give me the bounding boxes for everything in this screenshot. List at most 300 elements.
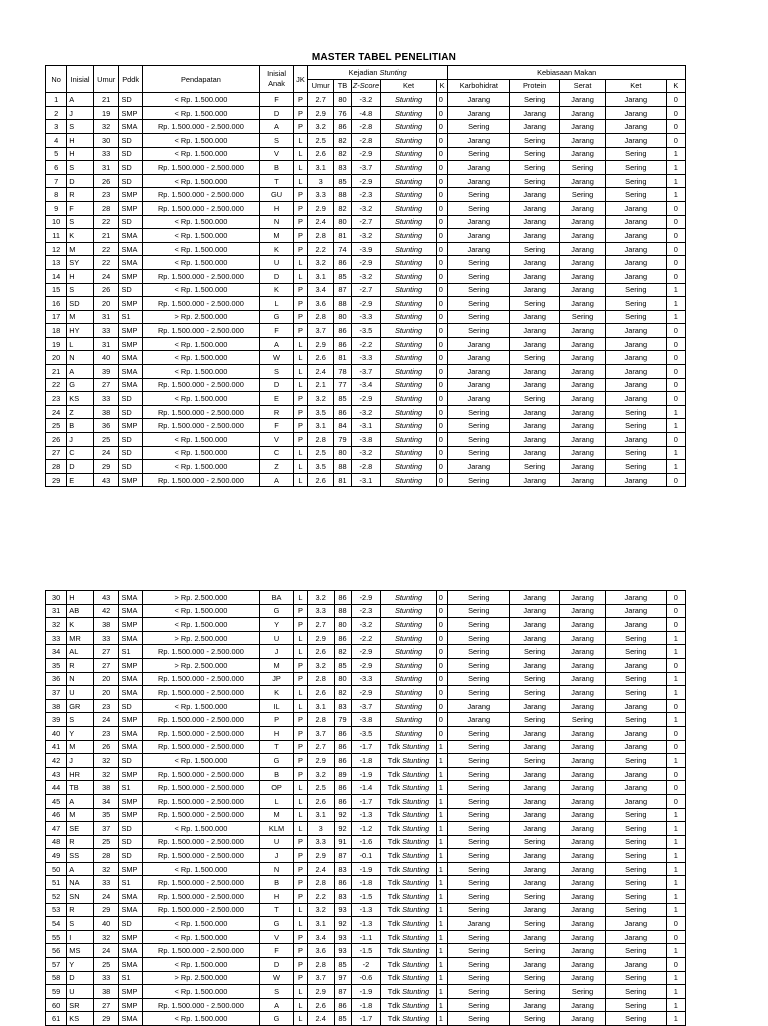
cell-serat: Jarang xyxy=(560,794,606,808)
cell-ket-makan: Jarang xyxy=(605,740,666,754)
table-body-2 xyxy=(46,591,686,1026)
cell-zscore: -2.9 xyxy=(351,147,381,161)
cell-protein: Jarang xyxy=(510,229,560,243)
cell-protein: Jarang xyxy=(510,849,560,863)
cell-karbohidrat: Sering xyxy=(448,256,510,270)
cell-zscore: -2.2 xyxy=(351,631,381,645)
cell-karbohidrat: Sering xyxy=(448,147,510,161)
cell-no: 15 xyxy=(46,283,67,297)
cell-no: 3 xyxy=(46,120,67,134)
cell-no: 35 xyxy=(46,658,67,672)
cell-jk: P xyxy=(294,229,308,243)
table-row xyxy=(46,618,686,632)
cell-jk: P xyxy=(294,419,308,433)
cell-ket-makan: Sering xyxy=(605,862,666,876)
cell-inisial: Z xyxy=(67,405,94,419)
table-row xyxy=(46,794,686,808)
cell-pendapatan: Rp. 1.500.000 - 2.500.000 xyxy=(142,201,259,215)
ket-stunting: Stunting xyxy=(402,987,430,997)
cell-pendapatan: < Rp. 1.500.000 xyxy=(142,433,259,447)
cell-ket: Stunting xyxy=(381,604,436,618)
ket-prefix: Tdk xyxy=(387,769,403,779)
cell-umur: 43 xyxy=(93,473,119,487)
cell-zscore: -1.3 xyxy=(351,917,381,931)
cell-inisial-anak: N xyxy=(259,215,293,229)
cell-jk: L xyxy=(294,473,308,487)
cell-inisial-anak: P xyxy=(260,713,294,727)
cell-serat: Jarang xyxy=(560,297,606,311)
cell-inisial-anak: G xyxy=(260,604,294,618)
cell-tb: 86 xyxy=(334,726,351,740)
cell-karbohidrat: Jarang xyxy=(448,106,510,120)
cell-umur: 37 xyxy=(93,822,119,836)
cell-pddk: SMA xyxy=(119,944,142,958)
cell-no: 18 xyxy=(46,324,67,338)
cell-inisial-anak: T xyxy=(260,903,294,917)
cell-pendapatan: Rp. 1.500.000 - 2.500.000 xyxy=(142,794,259,808)
cell-karbohidrat: Jarang xyxy=(448,699,510,713)
cell-serat: Jarang xyxy=(560,93,606,107)
cell-pendapatan: < Rp. 1.500.000 xyxy=(142,242,259,256)
cell-protein: Sering xyxy=(510,147,560,161)
cell-protein: Jarang xyxy=(510,958,560,972)
cell-zscore: -1.4 xyxy=(351,781,381,795)
cell-k: 1 xyxy=(436,958,448,972)
cell-inisial: Y xyxy=(67,958,94,972)
cell-inisial: K xyxy=(67,229,94,243)
cell-karbohidrat: Jarang xyxy=(448,917,510,931)
cell-umur-anak: 3.1 xyxy=(307,419,334,433)
cell-karbohidrat: Jarang xyxy=(448,215,510,229)
table-row xyxy=(46,365,686,379)
cell-tb: 86 xyxy=(334,337,351,351)
cell-protein: Jarang xyxy=(510,808,560,822)
cell-serat: Jarang xyxy=(560,269,606,283)
cell-k-makan: 0 xyxy=(666,958,685,972)
cell-ket: Stunting xyxy=(381,147,436,161)
cell-umur: 31 xyxy=(93,337,119,351)
cell-inisial: J xyxy=(67,754,94,768)
cell-inisial-anak: B xyxy=(260,876,294,890)
cell-no: 56 xyxy=(46,944,67,958)
cell-k-makan: 0 xyxy=(666,133,685,147)
cell-no: 12 xyxy=(46,242,67,256)
cell-inisial: H xyxy=(67,591,94,605)
cell-inisial: HR xyxy=(67,767,94,781)
cell-zscore: -1.5 xyxy=(351,944,381,958)
cell-ket-makan: Jarang xyxy=(606,242,667,256)
cell-k-makan: 1 xyxy=(666,849,685,863)
col-header-pendapatan: Pendapatan xyxy=(142,66,259,93)
cell-zscore: -2.8 xyxy=(351,460,381,474)
cell-pendapatan: < Rp. 1.500.000 xyxy=(142,215,259,229)
cell-pddk: SMA xyxy=(119,740,142,754)
cell-jk: P xyxy=(294,958,308,972)
table-row xyxy=(46,147,686,161)
table-row xyxy=(46,188,686,202)
cell-umur-anak: 2.8 xyxy=(307,229,334,243)
cell-tb: 83 xyxy=(334,699,351,713)
table-row xyxy=(46,645,686,659)
cell-ket-makan: Jarang xyxy=(605,958,666,972)
cell-ket: Stunting xyxy=(381,310,436,324)
cell-serat: Jarang xyxy=(560,242,606,256)
cell-serat: Jarang xyxy=(560,726,606,740)
subheader-k: K xyxy=(436,79,448,93)
cell-k-makan: 0 xyxy=(666,781,685,795)
cell-k: 0 xyxy=(436,256,448,270)
cell-k-makan: 1 xyxy=(666,835,685,849)
cell-k: 0 xyxy=(436,405,448,419)
cell-protein: Jarang xyxy=(510,876,560,890)
cell-pddk: SD xyxy=(119,433,142,447)
cell-k-makan: 0 xyxy=(666,473,685,487)
cell-pendapatan: < Rp. 1.500.000 xyxy=(142,958,259,972)
cell-no: 43 xyxy=(46,767,67,781)
cell-inisial-anak: V xyxy=(259,147,293,161)
cell-pendapatan: < Rp. 1.500.000 xyxy=(142,337,259,351)
cell-inisial-anak: H xyxy=(259,201,293,215)
cell-ket xyxy=(381,985,436,999)
cell-serat: Jarang xyxy=(560,120,606,134)
cell-ket-makan: Jarang xyxy=(606,256,667,270)
cell-umur: 24 xyxy=(93,446,119,460)
cell-umur-anak: 3.2 xyxy=(307,658,334,672)
cell-tb: 88 xyxy=(334,188,351,202)
cell-pendapatan: > Rp. 2.500.000 xyxy=(142,591,259,605)
cell-ket-makan: Sering xyxy=(605,849,666,863)
ket-stunting: Stunting xyxy=(402,1000,430,1010)
cell-zscore: -2.8 xyxy=(351,120,381,134)
cell-ket xyxy=(381,754,436,768)
cell-jk: P xyxy=(294,120,308,134)
cell-ket: Stunting xyxy=(381,351,436,365)
cell-karbohidrat: Sering xyxy=(448,876,510,890)
cell-umur-anak: 2.5 xyxy=(307,133,334,147)
ket-prefix: Tdk xyxy=(387,905,403,915)
cell-k-makan: 1 xyxy=(666,405,685,419)
cell-k: 1 xyxy=(436,998,448,1012)
cell-zscore: -3.8 xyxy=(351,433,381,447)
cell-karbohidrat: Jarang xyxy=(448,229,510,243)
cell-ket-makan: Sering xyxy=(606,174,667,188)
cell-umur: 20 xyxy=(93,672,119,686)
cell-pendapatan: Rp. 1.500.000 - 2.500.000 xyxy=(142,713,259,727)
cell-ket-makan: Sering xyxy=(605,645,666,659)
cell-umur: 20 xyxy=(93,297,119,311)
cell-zscore: -2.2 xyxy=(351,337,381,351)
cell-tb: 80 xyxy=(334,93,351,107)
cell-ket: Stunting xyxy=(381,713,436,727)
cell-inisial-anak: B xyxy=(260,767,294,781)
cell-pddk: SMP xyxy=(119,337,142,351)
cell-umur: 33 xyxy=(93,876,119,890)
cell-umur-anak: 2.6 xyxy=(307,794,334,808)
cell-umur-anak: 2.2 xyxy=(307,890,334,904)
cell-karbohidrat: Sering xyxy=(448,971,510,985)
cell-k-makan: 0 xyxy=(666,229,685,243)
cell-k-makan: 0 xyxy=(666,658,685,672)
cell-no: 49 xyxy=(46,849,67,863)
cell-ket-makan: Jarang xyxy=(605,917,666,931)
cell-ket xyxy=(381,903,436,917)
cell-pendapatan: > Rp. 2.500.000 xyxy=(142,971,259,985)
cell-pendapatan: Rp. 1.500.000 - 2.500.000 xyxy=(142,188,259,202)
cell-inisial: I xyxy=(67,930,94,944)
cell-serat: Jarang xyxy=(560,808,606,822)
cell-karbohidrat: Jarang xyxy=(448,351,510,365)
cell-no: 23 xyxy=(46,392,67,406)
cell-ket-makan: Sering xyxy=(606,147,667,161)
cell-karbohidrat: Jarang xyxy=(448,93,510,107)
cell-pddk: SMA xyxy=(119,686,142,700)
cell-ket xyxy=(381,822,436,836)
cell-no: 19 xyxy=(46,337,67,351)
cell-umur: 31 xyxy=(93,161,119,175)
ket-stunting: Stunting xyxy=(402,905,430,915)
table-row xyxy=(46,822,686,836)
cell-k: 0 xyxy=(436,93,448,107)
cell-k: 0 xyxy=(436,324,448,338)
cell-protein: Sering xyxy=(510,713,560,727)
cell-umur: 39 xyxy=(93,365,119,379)
cell-k: 0 xyxy=(436,473,448,487)
cell-ket xyxy=(381,917,436,931)
cell-ket: Stunting xyxy=(381,365,436,379)
table-row xyxy=(46,754,686,768)
cell-pendapatan: < Rp. 1.500.000 xyxy=(142,604,259,618)
cell-jk: L xyxy=(294,337,308,351)
cell-ket: Stunting xyxy=(381,256,436,270)
cell-umur-anak: 2.8 xyxy=(307,876,334,890)
cell-no: 55 xyxy=(46,930,67,944)
cell-zscore: -1.1 xyxy=(351,930,381,944)
ket-stunting: Stunting xyxy=(402,823,430,833)
cell-inisial: D xyxy=(67,971,94,985)
cell-pendapatan: Rp. 1.500.000 - 2.500.000 xyxy=(142,890,259,904)
ket-prefix: Tdk xyxy=(387,919,403,929)
cell-no: 36 xyxy=(46,672,67,686)
cell-inisial: M xyxy=(67,740,94,754)
cell-ket: Stunting xyxy=(381,686,436,700)
cell-inisial-anak: D xyxy=(259,269,293,283)
table-row xyxy=(46,740,686,754)
cell-inisial: U xyxy=(67,686,94,700)
table-row xyxy=(46,781,686,795)
cell-karbohidrat: Sering xyxy=(448,631,510,645)
cell-umur-anak: 2.6 xyxy=(307,998,334,1012)
cell-tb: 77 xyxy=(334,378,351,392)
cell-protein: Sering xyxy=(510,944,560,958)
cell-zscore: -1.8 xyxy=(351,754,381,768)
cell-ket-makan: Jarang xyxy=(606,215,667,229)
cell-karbohidrat: Sering xyxy=(448,604,510,618)
cell-ket: Stunting xyxy=(381,337,436,351)
cell-ket-makan: Sering xyxy=(605,835,666,849)
cell-pendapatan: < Rp. 1.500.000 xyxy=(142,1012,259,1026)
cell-ket-makan: Sering xyxy=(605,631,666,645)
cell-k-makan: 1 xyxy=(666,446,685,460)
group-header-kebiasaan-makan: Kebiasaan Makan xyxy=(448,66,686,80)
cell-inisial: M xyxy=(67,310,94,324)
cell-zscore: -1.7 xyxy=(351,1012,381,1026)
cell-pddk: SMA xyxy=(119,120,142,134)
cell-umur-anak: 2.2 xyxy=(307,242,334,256)
cell-tb: 85 xyxy=(334,958,351,972)
cell-k-makan: 0 xyxy=(666,93,685,107)
cell-inisial: SE xyxy=(67,822,94,836)
ket-stunting: Stunting xyxy=(402,864,430,874)
cell-no: 11 xyxy=(46,229,67,243)
cell-k: 1 xyxy=(436,1012,448,1026)
cell-umur-anak: 3.5 xyxy=(307,405,334,419)
cell-inisial: F xyxy=(67,201,94,215)
cell-karbohidrat: Jarang xyxy=(448,460,510,474)
cell-tb: 93 xyxy=(334,903,351,917)
cell-pddk: SMA xyxy=(119,591,142,605)
cell-inisial: SD xyxy=(67,297,94,311)
cell-jk: L xyxy=(294,351,308,365)
cell-umur-anak: 3 xyxy=(307,174,334,188)
cell-k-makan: 1 xyxy=(666,944,685,958)
cell-k: 1 xyxy=(436,917,448,931)
table-row xyxy=(46,133,686,147)
col-header-jk: JK xyxy=(294,66,308,93)
cell-protein: Jarang xyxy=(510,998,560,1012)
cell-k-makan: 0 xyxy=(666,930,685,944)
cell-no: 39 xyxy=(46,713,67,727)
cell-zscore: -0.6 xyxy=(351,971,381,985)
cell-tb: 83 xyxy=(334,862,351,876)
cell-zscore: -1.3 xyxy=(351,808,381,822)
cell-tb: 82 xyxy=(334,201,351,215)
cell-umur-anak: 2.5 xyxy=(307,781,334,795)
cell-inisial: S xyxy=(67,917,94,931)
cell-tb: 86 xyxy=(334,631,351,645)
cell-no: 47 xyxy=(46,822,67,836)
cell-umur-anak: 3.4 xyxy=(307,283,334,297)
page-title: MASTER TABEL PENELITIAN xyxy=(311,52,457,63)
cell-no: 16 xyxy=(46,297,67,311)
cell-pddk: SMA xyxy=(119,378,142,392)
cell-zscore: -0.1 xyxy=(351,849,381,863)
cell-umur: 23 xyxy=(93,699,119,713)
cell-k: 1 xyxy=(436,808,448,822)
cell-inisial-anak: IL xyxy=(260,699,294,713)
cell-serat: Jarang xyxy=(560,958,606,972)
cell-inisial-anak: K xyxy=(260,686,294,700)
cell-umur-anak: 3.1 xyxy=(307,699,334,713)
cell-protein: Sering xyxy=(510,133,560,147)
cell-inisial: SS xyxy=(67,849,94,863)
cell-k-makan: 1 xyxy=(666,419,685,433)
cell-zscore: -1.7 xyxy=(351,794,381,808)
cell-serat: Jarang xyxy=(560,392,606,406)
cell-umur-anak: 2.9 xyxy=(307,337,334,351)
cell-inisial: H xyxy=(67,133,94,147)
cell-umur: 19 xyxy=(93,106,119,120)
cell-jk: L xyxy=(294,460,308,474)
cell-ket-makan: Sering xyxy=(606,188,667,202)
cell-zscore: -1.5 xyxy=(351,890,381,904)
cell-umur-anak: 2.9 xyxy=(307,106,334,120)
cell-k-makan: 0 xyxy=(666,120,685,134)
cell-zscore: -3.1 xyxy=(351,473,381,487)
ket-stunting: Stunting xyxy=(402,796,430,806)
cell-ket-makan: Sering xyxy=(605,944,666,958)
cell-ket-makan: Sering xyxy=(605,876,666,890)
cell-tb: 84 xyxy=(334,419,351,433)
ket-stunting: Stunting xyxy=(402,851,430,861)
cell-ket-makan: Jarang xyxy=(606,351,667,365)
cell-serat: Jarang xyxy=(560,876,606,890)
cell-ket-makan: Jarang xyxy=(605,781,666,795)
table-row xyxy=(46,1012,686,1026)
cell-pendapatan: Rp. 1.500.000 - 2.500.000 xyxy=(142,835,259,849)
cell-pddk: SD xyxy=(119,133,142,147)
cell-pendapatan: Rp. 1.500.000 - 2.500.000 xyxy=(142,767,259,781)
cell-no: 8 xyxy=(46,188,67,202)
cell-umur: 34 xyxy=(93,794,119,808)
table-row xyxy=(46,985,686,999)
table-row xyxy=(46,890,686,904)
cell-tb: 81 xyxy=(334,473,351,487)
cell-pddk: SMP xyxy=(119,106,142,120)
cell-pddk: SMA xyxy=(119,351,142,365)
table-row xyxy=(46,324,686,338)
cell-karbohidrat: Sering xyxy=(448,645,510,659)
cell-no: 54 xyxy=(46,917,67,931)
cell-jk: P xyxy=(294,713,308,727)
cell-umur: 22 xyxy=(93,242,119,256)
cell-jk: P xyxy=(294,618,308,632)
cell-pendapatan: < Rp. 1.500.000 xyxy=(142,133,259,147)
cell-no: 50 xyxy=(46,862,67,876)
cell-inisial-anak: H xyxy=(260,726,294,740)
cell-karbohidrat: Jarang xyxy=(448,337,510,351)
cell-ket xyxy=(381,781,436,795)
cell-ket-makan: Jarang xyxy=(606,106,667,120)
cell-jk: P xyxy=(294,215,308,229)
cell-no: 41 xyxy=(46,740,67,754)
cell-pendapatan: Rp. 1.500.000 - 2.500.000 xyxy=(142,324,259,338)
cell-jk: P xyxy=(294,835,308,849)
cell-protein: Jarang xyxy=(510,930,560,944)
cell-no: 25 xyxy=(46,419,67,433)
cell-ket-makan: Jarang xyxy=(606,324,667,338)
cell-umur-anak: 3.3 xyxy=(307,835,334,849)
cell-k-makan: 1 xyxy=(666,822,685,836)
cell-ket: Stunting xyxy=(381,297,436,311)
cell-pendapatan: Rp. 1.500.000 - 2.500.000 xyxy=(142,740,259,754)
cell-jk: P xyxy=(294,971,308,985)
cell-pddk: SMA xyxy=(119,672,142,686)
cell-ket: Stunting xyxy=(381,473,436,487)
cell-ket-makan: Jarang xyxy=(605,618,666,632)
table-row xyxy=(46,161,686,175)
cell-ket: Stunting xyxy=(381,726,436,740)
cell-no: 26 xyxy=(46,433,67,447)
cell-inisial: L xyxy=(67,337,94,351)
cell-ket xyxy=(381,740,436,754)
cell-no: 51 xyxy=(46,876,67,890)
cell-karbohidrat: Sering xyxy=(448,419,510,433)
cell-k-makan: 0 xyxy=(666,740,685,754)
cell-inisial: J xyxy=(67,106,94,120)
table-row xyxy=(46,201,686,215)
cell-pddk: SMP xyxy=(119,201,142,215)
table-row xyxy=(46,446,686,460)
